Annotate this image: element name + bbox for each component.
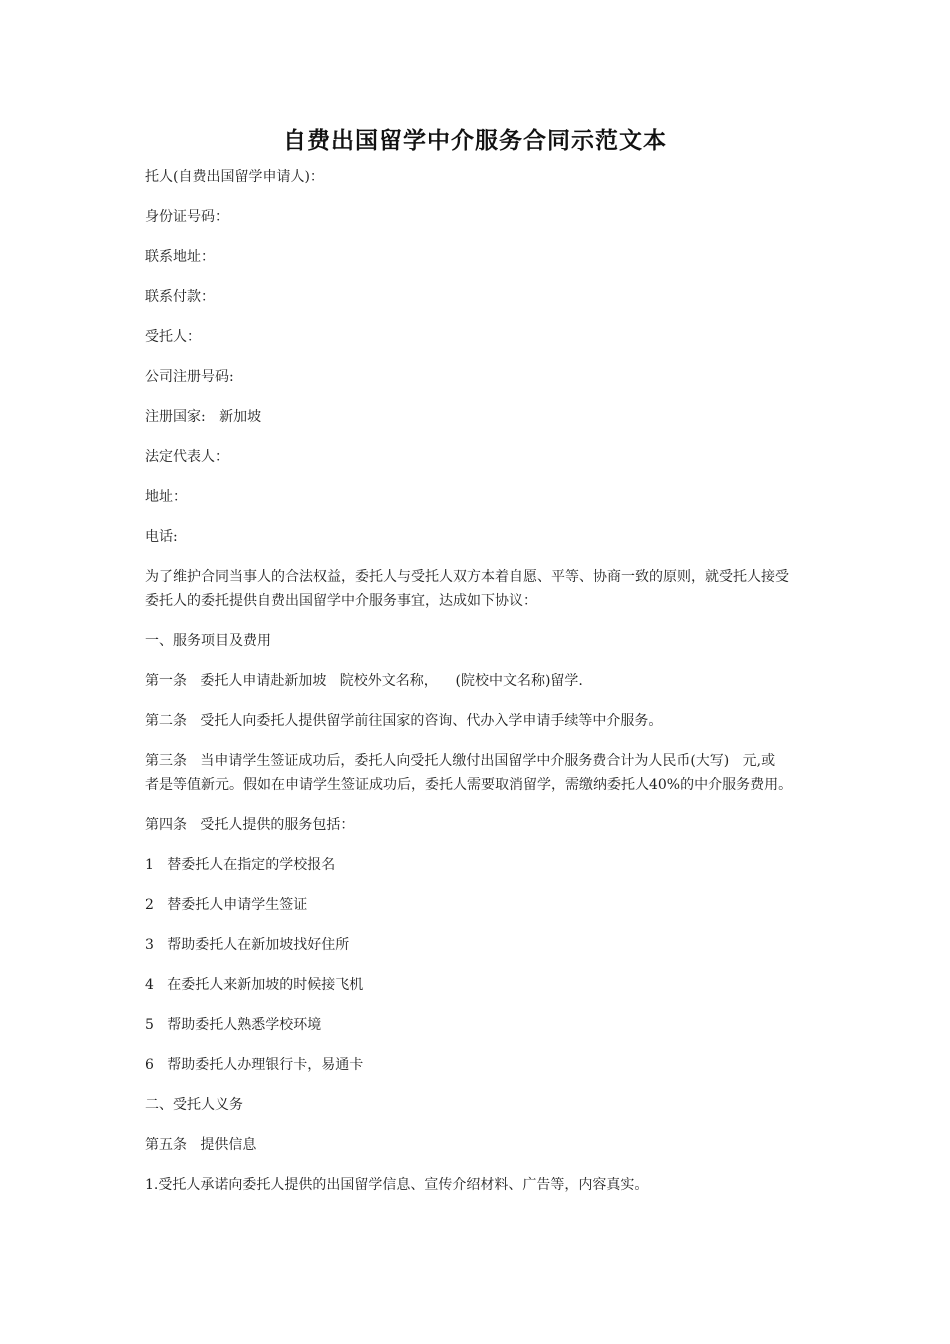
text-line-trustee: 受托人： <box>145 329 201 345</box>
section-heading-services: 一、服务项目及费用 <box>145 633 271 649</box>
article-3-line-1: 第三条 当申请学生签证成功后，委托人向受托人缴付出国留学中介服务费合计为人民币(大写) 元,或 <box>145 753 776 769</box>
service-item-4: 4 在委托人来新加坡的时候接飞机 <box>145 977 364 993</box>
text-line-phone: 电话: <box>145 529 178 545</box>
article-5-item-1: 1.受托人承诺向委托人提供的出国留学信息、宣传介绍材料、广告等，内容真实。 <box>145 1177 649 1193</box>
text-line-registration-number: 公司注册号码: <box>145 369 234 385</box>
article-2: 第二条 受托人向委托人提供留学前往国家的咨询、代办入学申请手续等中介服务。 <box>145 713 663 729</box>
service-item-3: 3 帮助委托人在新加坡找好住所 <box>145 937 350 953</box>
section-heading-obligations: 二、受托人义务 <box>145 1097 243 1113</box>
service-item-2: 2 替委托人申请学生签证 <box>145 897 308 913</box>
document-title: 自费出国留学中介服务合同示范文本 <box>283 128 667 154</box>
text-line-legal-representative: 法定代表人： <box>145 449 229 465</box>
article-4: 第四条 受托人提供的服务包括： <box>145 817 355 833</box>
text-line-client: 托人(自费出国留学申请人)： <box>145 169 324 185</box>
service-item-6: 6 帮助委托人办理银行卡，易通卡 <box>145 1057 364 1073</box>
text-line-preamble-2: 委托人的委托提供自费出国留学中介服务事宜，达成如下协议： <box>145 593 537 609</box>
article-5: 第五条 提供信息 <box>145 1137 257 1153</box>
text-line-address: 联系地址： <box>145 249 215 265</box>
text-line-id-number: 身份证号码： <box>145 209 229 225</box>
article-1: 第一条 委托人申请赴新加坡 院校外文名称， (院校中文名称)留学. <box>145 673 583 689</box>
text-line-payment-contact: 联系付款： <box>145 289 215 305</box>
article-3-line-2: 者是等值新元。假如在申请学生签证成功后，委托人需要取消留学，需缴纳委托人40%的中介服务费用。 <box>145 777 793 793</box>
text-line-registration-country: 注册国家: 新加坡 <box>145 409 262 425</box>
service-item-5: 5 帮助委托人熟悉学校环境 <box>145 1017 322 1033</box>
service-item-1: 1 替委托人在指定的学校报名 <box>145 857 336 873</box>
text-line-preamble-1: 为了维护合同当事人的合法权益，委托人与受托人双方本着自愿、平等、协商一致的原则，就受托人接受 <box>145 569 789 585</box>
text-line-trustee-address: 地址： <box>145 489 187 505</box>
